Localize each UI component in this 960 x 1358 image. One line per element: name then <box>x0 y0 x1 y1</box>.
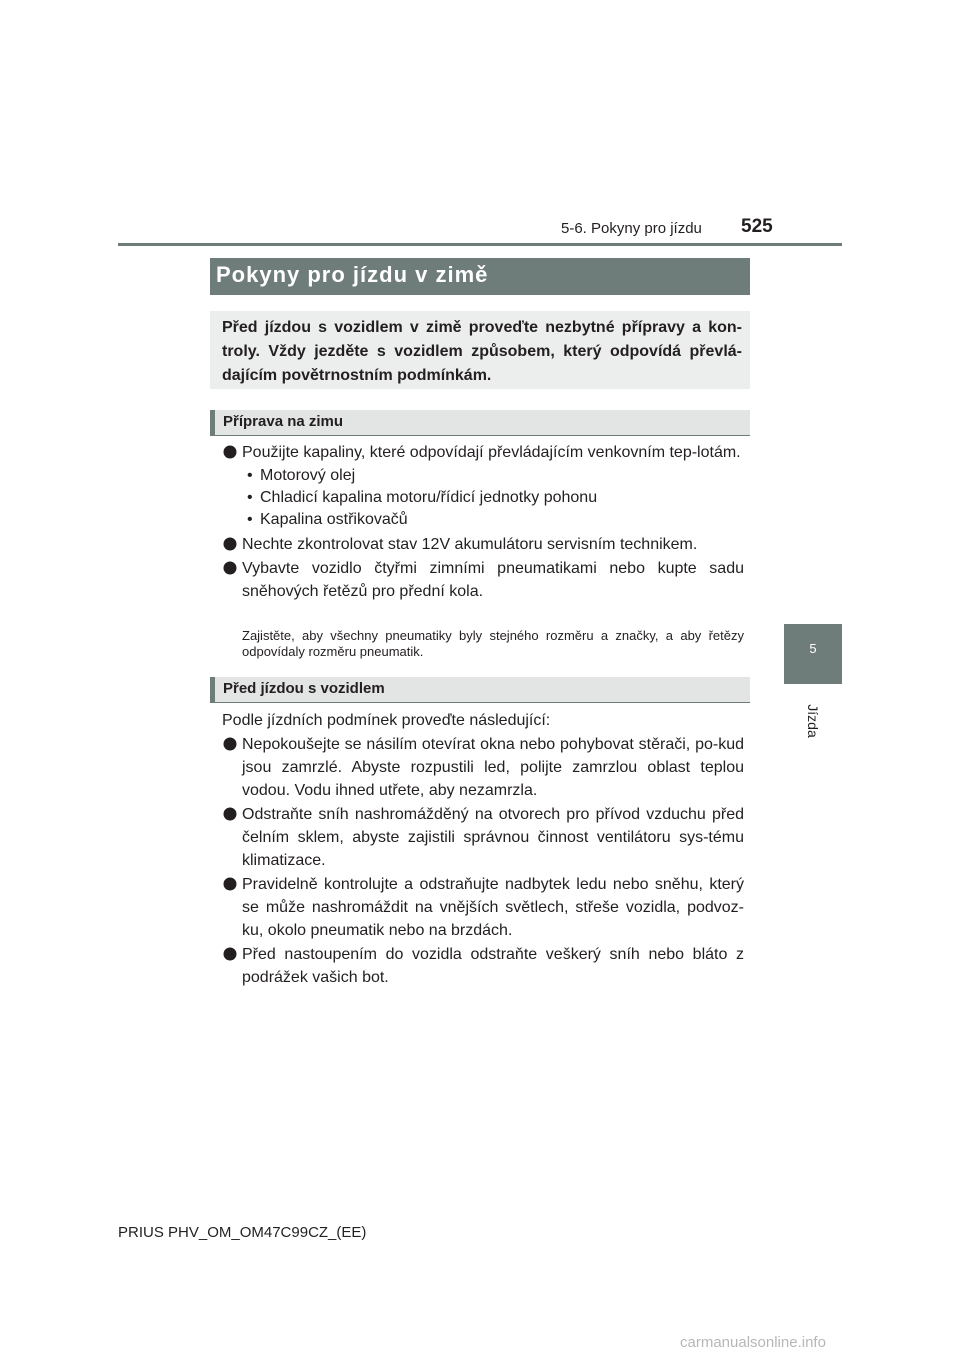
subheading-accent <box>210 677 215 703</box>
footer-model-code: PRIUS PHV_OM_OM47C99CZ_(EE) <box>118 1224 367 1241</box>
list-item <box>222 803 744 872</box>
page-title: Pokyny pro jízdu v zimě <box>216 262 489 287</box>
list-item-text: Odstraňte sníh nashromážděný na otvorech pro přívod vzduchu před čelním sklem, abyste zajistili správnou činnost ventilátoru sys-tému klimatizace. <box>242 806 744 869</box>
list-item-text: Před nastoupením do vozidla odstraňte veškerý sníh nebo bláto z podrážek vašich bot. <box>242 946 744 986</box>
sub-list-item: • Kapalina ostřikovačů <box>222 509 744 531</box>
section-title: 5-6. Pokyny pro jízdu <box>561 220 702 237</box>
sub-list-item: • Chladicí kapalina motoru/řídicí jednotky pohonu <box>222 487 744 509</box>
note-text: Zajistěte, aby všechny pneumatiky byly stejného rozměru a značky, a aby řetězy odpovídaly rozměru pneumatik. <box>242 628 744 659</box>
filled-circle-icon <box>222 536 238 552</box>
filled-circle-icon <box>222 806 238 822</box>
subheading-winter-prep <box>210 410 750 436</box>
list-item <box>222 943 744 989</box>
list-item-text: Nepokoušejte se násilím otevírat okna nebo pohybovat stěrači, po-kud jsou zamrzlé. Abyste rozpustili led, polijte zamrzlou oblast teplou vodou. Vodu ihned utřete, aby nezamrzla. <box>242 736 744 799</box>
list-item <box>222 441 744 464</box>
subheading-text: Před jízdou s vozidlem <box>223 680 385 697</box>
list-item-text: Pravidelně kontrolujte a odstraňujte nadbytek ledu nebo sněhu, který se může nashromáždit na vnějších světlech, střeše vozidla, podvoz-ku, okolo pneumatik nebo na brzdách. <box>242 876 744 939</box>
subheading-before-driving <box>210 677 750 703</box>
list-item-text: Vybavte vozidlo čtyřmi zimními pneumatikami nebo kupte sadu sněhových řetězů pro přední kola. <box>242 560 744 600</box>
list-item <box>222 733 744 802</box>
winter-prep-list <box>222 441 744 603</box>
watermark: carmanualsonline.info <box>680 1334 826 1351</box>
before-driving-list <box>222 709 744 989</box>
list-item-text: Nechte zkontrolovat stav 12V akumulátoru servisním technikem. <box>242 536 698 553</box>
filled-circle-icon <box>222 946 238 962</box>
intro-text: Před jízdou s vozidlem v zimě proveďte nezbytné přípravy a kon-troly. Vždy jezděte s vozidlem způsobem, který odpovídá převlá-dajícím povětrnostním podmínkám. <box>222 319 742 384</box>
sub-list-item: • Motorový olej <box>222 465 744 487</box>
chapter-tab <box>784 624 842 684</box>
filled-circle-icon <box>222 560 238 576</box>
chapter-number: 5 <box>809 641 817 656</box>
page-number: 525 <box>741 216 773 237</box>
filled-circle-icon <box>222 444 238 460</box>
header-rule <box>118 243 842 246</box>
list-item-text: Použijte kapaliny, které odpovídají převládajícím venkovním tep-lotám. <box>242 444 741 461</box>
chapter-label <box>783 705 843 745</box>
filled-circle-icon <box>222 876 238 892</box>
chapter-label-text: Jízda <box>805 704 821 738</box>
list-item <box>222 533 744 556</box>
list-item <box>222 557 744 603</box>
subheading-text: Příprava na zimu <box>223 413 344 430</box>
list-item <box>222 873 744 942</box>
subheading-accent <box>210 410 215 436</box>
lead-text: Podle jízdních podmínek proveďte následující: <box>222 712 551 729</box>
filled-circle-icon <box>222 736 238 752</box>
